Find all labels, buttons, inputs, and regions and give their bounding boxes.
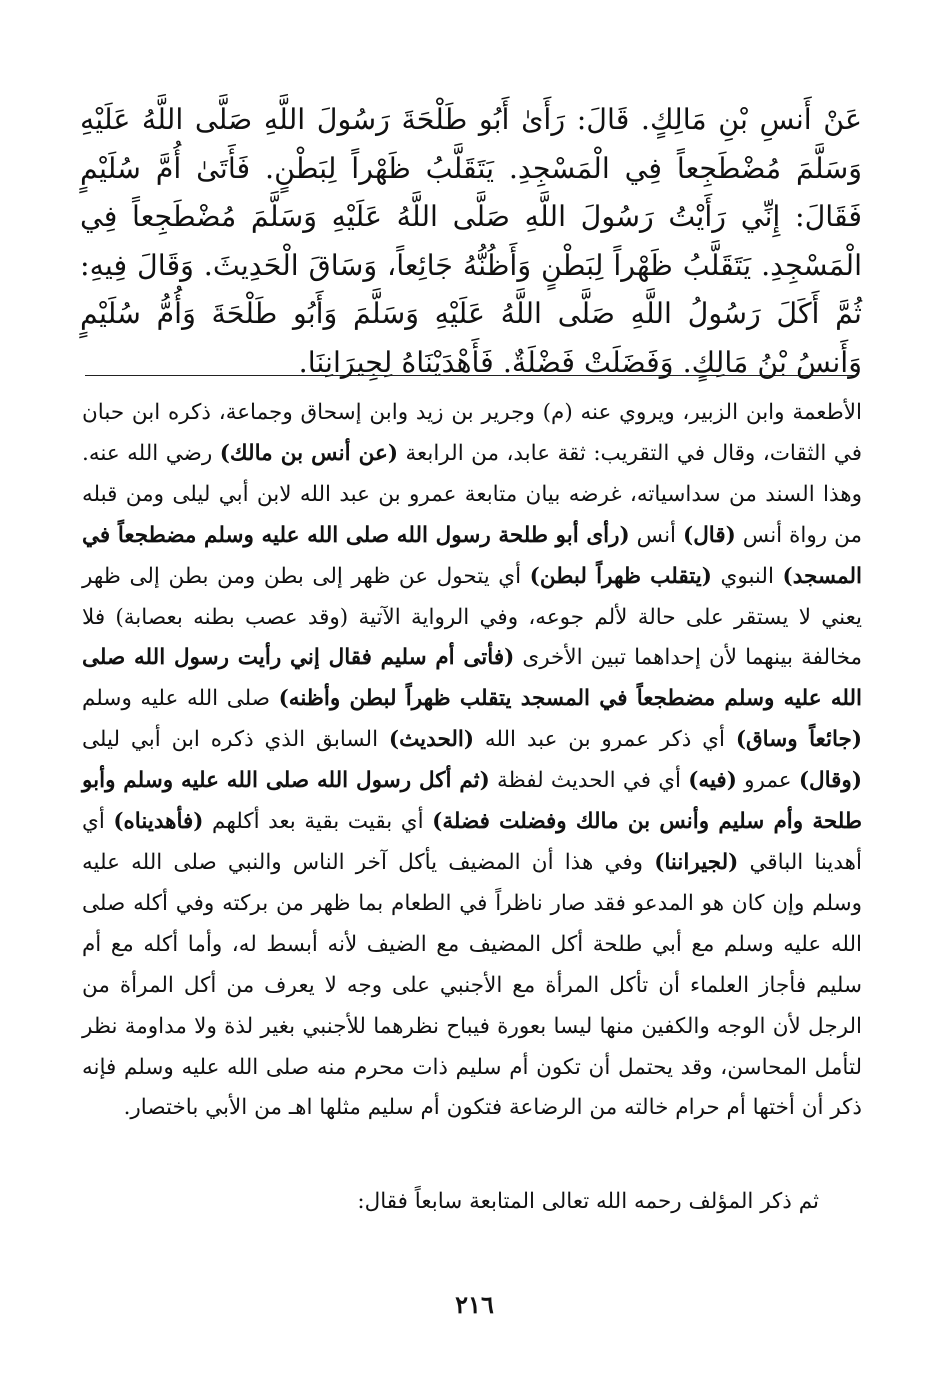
commentary-text: النبوي	[711, 563, 783, 589]
commentary-text: السابق الذي ذكره ابن أبي ليلى	[82, 727, 389, 753]
quoted-hadith-phrase: (قال)	[683, 522, 736, 548]
commentary-text: رضي الله عنه. وهذا السند من سداسياته، غرضه بيان متابعة عمرو بن عبد الله لابن أبي ليلى ومن قبله من رواة أنس	[82, 440, 862, 548]
commentary-text: وفي هذا أن المضيف يأكل آخر الناس والنبي صلى الله عليه وسلم وإن كان هو المدعو فقد صار ناظراً في الطعام بما ظهر من بركته وفي أكله صلى الله عليه وسلم مع أبي طلحة أكل المضيف مع الضيف لأنه أبسط له، وأما أكله مع أم سليم فأجاز العلماء أن تأكل المرأة مع الأجنبي على وجه لا يعرف من أكل المرأة من الرجل لأن الوجه والكفين منها ليسا بعورة فيباح نظرهما للأجنبي بغير لذة ولا مداومة نظر لتأمل المحاسن، وقد يحتمل أن تكون أم سليم ذات محرم منه صلى الله عليه وسلم فإنه ذكر أن أختها أم حرام خالته من الرضاعة فتكون أم سليم مثلها اهـ من الأبي باختصار.	[82, 849, 862, 1121]
commentary-paragraph	[82, 393, 862, 1129]
quoted-hadith-phrase: (لجيراننا)	[654, 849, 739, 875]
closing-line: ثم ذكر المؤلف رحمه الله تعالى المتابعة سابعاً فقال:	[357, 1189, 819, 1214]
quoted-hadith-phrase: (يتقلب ظهراً لبطن)	[529, 563, 712, 589]
quoted-hadith-phrase: (وقال)	[798, 768, 862, 794]
quoted-hadith-phrase: (ثم أكل رسول الله صلى الله عليه وسلم وأبو طلحة وأم سليم وأنس بن مالك وفضلت فضلة)	[82, 768, 863, 835]
quoted-hadith-phrase: (الحديث)	[388, 727, 475, 753]
commentary-text: أي أهدينا الباقي	[82, 809, 862, 875]
commentary	[82, 393, 862, 1129]
commentary-text: عمرو	[736, 768, 799, 794]
commentary-text: أنس	[629, 522, 684, 548]
commentary-text: صلى الله عليه وسلم	[82, 686, 279, 712]
quoted-hadith-phrase: (جائعاً وساق)	[735, 727, 862, 753]
quoted-hadith-phrase: (فيه)	[688, 768, 737, 794]
quoted-hadith-phrase: (فأهديناه)	[113, 809, 204, 835]
hadith-text: عَنْ أَنسِ بْنِ مَالِكٍ. قَالَ: رَأَىٰ أَبُو طَلْحَةَ رَسُولَ اللَّهِ صَلَّى اللَّهُ عَلَيْهِ وَسَلَّمَ مُضْطَجِعاً فِي الْمَسْجِدِ. يَتَقَلَّبُ ظَهْراً لِبَطْنٍ. فَأَتَىٰ أُمَّ سُلَيْمٍ فَقَالَ: إِنِّي رَأَيْتُ رَسُولَ اللَّهِ صَلَّى اللَّهُ عَلَيْهِ وَسَلَّمَ مُضْطَجِعاً فِي الْمَسْجِدِ. يَتَقَلَّبُ ظَهْراً لِبَطْنٍ وَأَظُنُّهُ جَائِعاً، وَسَاقَ الْحَدِيثَ. وَقَالَ فِيهِ: ثُمَّ أَكَلَ رَسُولُ اللَّهِ صَلَّى اللَّهُ عَلَيْهِ وَسَلَّمَ وَأَبُو طَلْحَةَ وَأُمُّ سُلَيْمٍ وَأَنسُ بْنُ مَالِكٍ. وَفَضَلَتْ فَضْلَةٌ. فَأَهْدَيْنَاهُ لِجِيرَانِنَا.	[80, 103, 863, 379]
page-number: ٢١٦	[455, 1290, 494, 1319]
footnote-divider	[85, 375, 857, 376]
commentary-text: أي بقيت بقية بعد أكلهم	[203, 809, 433, 835]
quoted-hadith-phrase: (رأى أبو طلحة رسول الله صلى الله عليه وسلم مضطجعاً في المسجد)	[82, 522, 862, 589]
commentary-text: الأطعمة وابن الزبير، ويروي عنه (م) وجرير بن زيد وابن إسحاق وجماعة، ذكره ابن حبان في الثقات، وقال في التقريب: ثقة عابد، من الرابعة	[82, 400, 863, 466]
commentary-text: أي ذكر عمرو بن عبد الله	[474, 727, 736, 753]
commentary-text: أي في الحديث لفظة	[489, 768, 689, 794]
commentary-text: أي يتحول عن ظهر إلى بطن ومن بطن إلى ظهر يعني لا يستقر على حالة لألم جوعه، وفي الرواية الآتية (وقد عصب بطنه بعصابة) فلا مخالفة بينهما لأن إحداهما تبين الأخرى	[82, 563, 862, 671]
quoted-hadith-phrase: (عن أنس بن مالك)	[219, 440, 399, 466]
quoted-hadith-phrase: (فأتى أم سليم فقال إني رأيت رسول الله صلى الله عليه وسلم مضطجعاً في المسجد يتقلب ظهراً لبطن وأظنه)	[82, 645, 862, 712]
